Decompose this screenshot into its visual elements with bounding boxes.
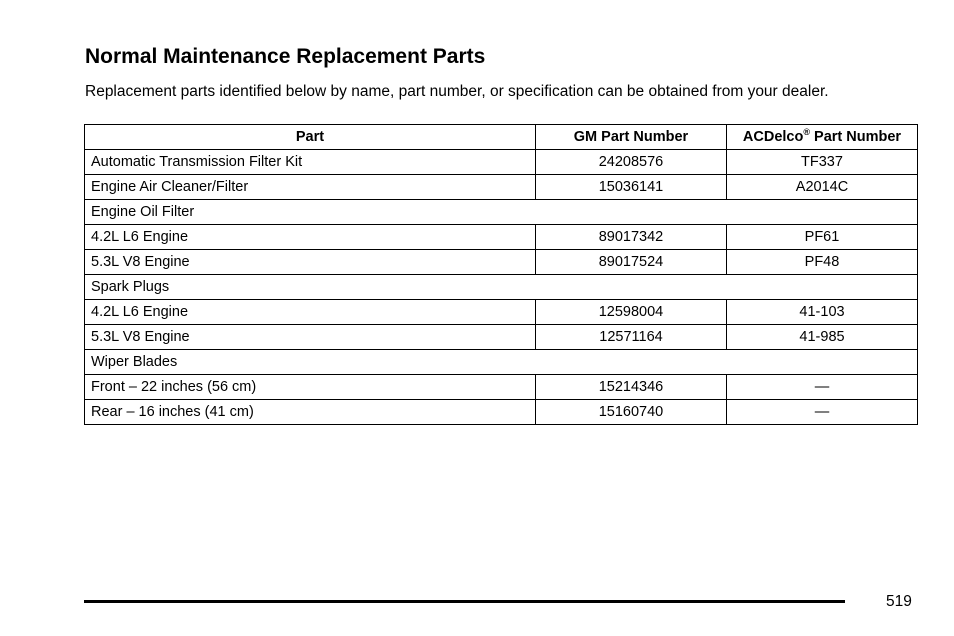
- header-acdelco-part-number: [727, 125, 918, 150]
- header-part: Part: [85, 125, 536, 150]
- part-name: 5.3L V8 Engine: [85, 325, 536, 350]
- table-group-row: [85, 350, 918, 375]
- acdelco-part-number: PF61: [727, 225, 918, 250]
- acdelco-part-number: 41-985: [727, 325, 918, 350]
- gm-part-number: 12571164: [536, 325, 727, 350]
- table-row: [85, 250, 918, 275]
- acdelco-part-number: PF48: [727, 250, 918, 275]
- part-group-name: Wiper Blades: [85, 350, 918, 375]
- table-group-row: [85, 200, 918, 225]
- part-name: 4.2L L6 Engine: [85, 300, 536, 325]
- acdelco-suffix: Part Number: [810, 129, 902, 145]
- page-title: Normal Maintenance Replacement Parts: [85, 45, 486, 68]
- table-row: [85, 225, 918, 250]
- footer-rule: [84, 600, 845, 603]
- part-group-name: Engine Oil Filter: [85, 200, 918, 225]
- acdelco-part-number: A2014C: [727, 175, 918, 200]
- gm-part-number: 24208576: [536, 150, 727, 175]
- gm-part-number: 89017342: [536, 225, 727, 250]
- table-header-row: [85, 125, 918, 150]
- table-row: [85, 400, 918, 425]
- acdelco-part-number: 41-103: [727, 300, 918, 325]
- part-name: Front – 22 inches (56 cm): [85, 375, 536, 400]
- gm-part-number: 89017524: [536, 250, 727, 275]
- part-name: Engine Air Cleaner/Filter: [85, 175, 536, 200]
- intro-text: Replacement parts identified below by name, part number, or specification can be obtained from your dealer.: [85, 83, 829, 100]
- gm-part-number: 12598004: [536, 300, 727, 325]
- part-name: 5.3L V8 Engine: [85, 250, 536, 275]
- table-row: [85, 375, 918, 400]
- acdelco-brand: ACDelco: [742, 129, 804, 145]
- acdelco-part-number: —: [727, 400, 918, 425]
- gm-part-number: 15160740: [536, 400, 727, 425]
- part-name: Rear – 16 inches (41 cm): [85, 400, 536, 425]
- table-row: [85, 175, 918, 200]
- acdelco-part-number: TF337: [727, 150, 918, 175]
- gm-part-number: 15036141: [536, 175, 727, 200]
- gm-part-number: 15214346: [536, 375, 727, 400]
- part-name: Automatic Transmission Filter Kit: [85, 150, 536, 175]
- part-group-name: Spark Plugs: [85, 275, 918, 300]
- table-row: [85, 300, 918, 325]
- table-row: [85, 150, 918, 175]
- registered-mark: ®: [803, 127, 810, 137]
- table-row: [85, 325, 918, 350]
- page-number: 519: [886, 593, 912, 610]
- table-group-row: [85, 275, 918, 300]
- header-gm-part-number: GM Part Number: [536, 125, 727, 150]
- parts-table: [84, 124, 918, 425]
- part-name: 4.2L L6 Engine: [85, 225, 536, 250]
- acdelco-part-number: —: [727, 375, 918, 400]
